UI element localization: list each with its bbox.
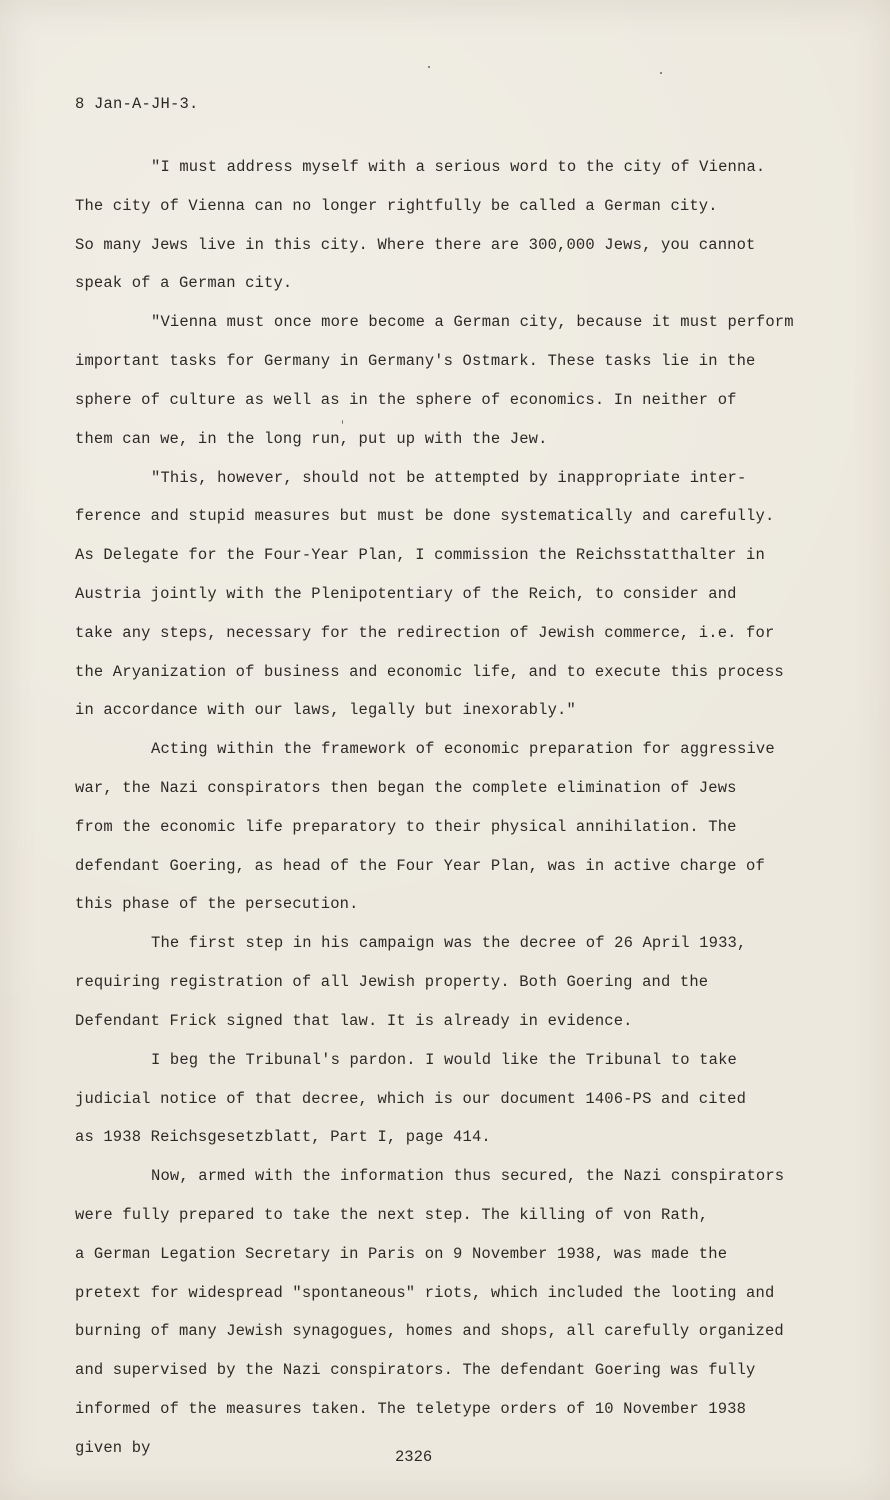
text-line: in accordance with our laws, legally but inexorably." [75, 701, 576, 720]
text-line: sphere of culture as well as in the sphere of economics. In neither of [75, 390, 737, 409]
text-line: take any steps, necessary for the redirection of Jewish commerce, i.e. for [75, 623, 775, 642]
text-line: them can we, in the long run, put up with the Jew. [75, 429, 548, 448]
text-line: this phase of the persecution. [75, 895, 359, 914]
text-line: "This, however, should not be attempted by inappropriate inter- [151, 468, 747, 487]
text-line: were fully prepared to take the next step. The killing of von Rath, [75, 1205, 709, 1224]
text-line: Now, armed with the information thus secured, the Nazi conspirators [151, 1167, 785, 1186]
paper-speck [342, 420, 343, 424]
text-line: As Delegate for the Four-Year Plan, I commission the Reichsstatthalter in [75, 546, 765, 565]
text-line: "Vienna must once more become a German city, because it must perform [151, 313, 794, 332]
text-line: So many Jews live in this city. Where there are 300,000 Jews, you cannot [75, 235, 756, 254]
text-line: given by [75, 1438, 151, 1457]
text-line: The city of Vienna can no longer rightfully be called a German city. [75, 196, 718, 215]
text-line: and supervised by the Nazi conspirators. The defendant Goering was fully [75, 1361, 756, 1380]
text-line: ference and stupid measures but must be done systematically and carefully. [75, 507, 775, 526]
text-line: pretext for widespread "spontaneous" riots, which included the looting and [75, 1283, 775, 1302]
text-line: from the economic life preparatory to their physical annihilation. The [75, 817, 737, 836]
text-line: Austria jointly with the Plenipotentiary of the Reich, to consider and [75, 584, 737, 603]
text-line: judicial notice of that decree, which is our document 1406-PS and cited [75, 1089, 747, 1108]
text-line: Defendant Frick signed that law. It is already in evidence. [75, 1011, 633, 1030]
text-line: I beg the Tribunal's pardon. I would like the Tribunal to take [151, 1050, 737, 1069]
text-line: Acting within the framework of economic preparation for aggressive [151, 740, 775, 759]
text-line: important tasks for Germany in Germany's Ostmark. These tasks lie in the [75, 352, 756, 371]
text-line: The first step in his campaign was the decree of 26 April 1933, [151, 934, 747, 953]
document-body [75, 148, 835, 1468]
text-line: as 1938 Reichsgesetzblatt, Part I, page 414. [75, 1128, 491, 1147]
page-number: 2326 [395, 1448, 433, 1466]
paper-speck [428, 66, 430, 68]
text-line: defendant Goering, as head of the Four Year Plan, was in active charge of [75, 856, 765, 875]
text-line: speak of a German city. [75, 274, 293, 293]
paper-speck [660, 72, 662, 74]
text-line: burning of many Jewish synagogues, homes and shops, all carefully organized [75, 1322, 784, 1341]
text-line: the Aryanization of business and economic life, and to execute this process [75, 662, 784, 681]
text-line: requiring registration of all Jewish property. Both Goering and the [75, 973, 709, 992]
text-line: "I must address myself with a serious word to the city of Vienna. [151, 158, 766, 176]
text-line: informed of the measures taken. The teletype orders of 10 November 1938 [75, 1400, 747, 1418]
text-line: a German Legation Secretary in Paris on 9 November 1938, was made the [75, 1244, 728, 1263]
text-line: war, the Nazi conspirators then began the complete elimination of Jews [75, 779, 737, 797]
document-reference: 8 Jan-A-JH-3. [75, 95, 199, 113]
